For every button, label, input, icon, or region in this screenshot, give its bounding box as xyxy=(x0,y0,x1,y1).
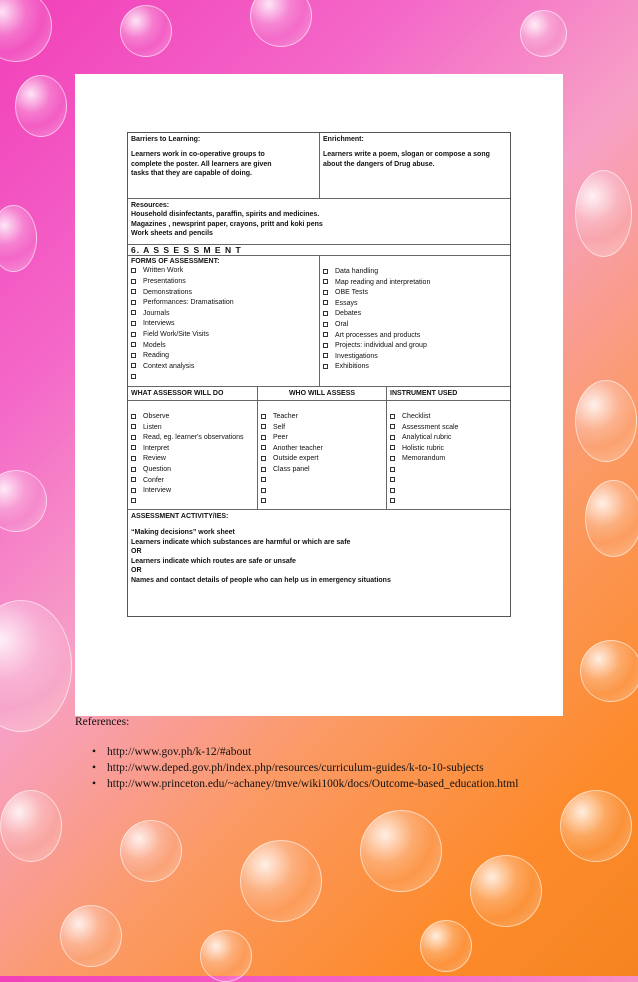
references-label: References: xyxy=(75,716,130,728)
lesson-plan-form xyxy=(127,132,511,617)
reference-link[interactable]: • http://www.princeton.edu/~achaney/tmve/wiki100k/docs/Outcome-based_education.html xyxy=(92,778,518,794)
checkbox[interactable] xyxy=(131,363,136,368)
bubble xyxy=(520,10,567,57)
col3-cell xyxy=(386,401,510,509)
bubble xyxy=(470,855,542,927)
assessor-item: Analytical rubric xyxy=(390,433,507,444)
forms-title: FORMS OF ASSESSMENT: xyxy=(131,258,220,265)
assessor-item: Interview xyxy=(131,486,254,497)
checkbox[interactable] xyxy=(131,456,136,461)
checkbox[interactable] xyxy=(390,424,395,429)
assessor-item: Listen xyxy=(131,423,254,434)
bubble xyxy=(575,170,632,257)
checkbox[interactable] xyxy=(261,424,266,429)
checkbox[interactable] xyxy=(131,289,136,294)
checkbox[interactable] xyxy=(390,477,395,482)
forms-left-list xyxy=(131,266,316,383)
assessor-item: Read, eg. learner's observations xyxy=(131,433,254,444)
assessor-item xyxy=(261,486,383,497)
assessor-item: Observe xyxy=(131,412,254,423)
checkbox[interactable] xyxy=(323,269,328,274)
activity-line: “Making decisions” work sheet xyxy=(131,529,235,537)
assessor-item: Assessment scale xyxy=(390,423,507,434)
activity-line: OR xyxy=(131,567,142,575)
activity-line: Learners indicate which routes are safe or unsafe xyxy=(131,557,296,565)
checkbox[interactable] xyxy=(131,445,136,450)
checkbox[interactable] xyxy=(131,374,136,379)
assessor-item: Holistic rubric xyxy=(390,444,507,455)
assessor-item: Self xyxy=(261,423,383,434)
checkbox[interactable] xyxy=(323,353,328,358)
checkbox[interactable] xyxy=(390,414,395,419)
checkbox[interactable] xyxy=(323,279,328,284)
checkbox[interactable] xyxy=(323,290,328,295)
bubble xyxy=(0,600,72,732)
checkbox[interactable] xyxy=(390,498,395,503)
checkbox[interactable] xyxy=(323,322,328,327)
form-item: Essays xyxy=(323,299,507,310)
assessor-item: Outside expert xyxy=(261,454,383,465)
assessor-table-body xyxy=(128,401,510,510)
checkbox[interactable] xyxy=(131,435,136,440)
col3-title: INSTRUMENT USED xyxy=(386,387,510,400)
bubble xyxy=(0,0,52,62)
checkbox[interactable] xyxy=(131,477,136,482)
col3-list xyxy=(390,412,507,507)
form-item: Presentations xyxy=(131,277,316,288)
checkbox[interactable] xyxy=(131,488,136,493)
assessor-item: Memorandum xyxy=(390,454,507,465)
checkbox[interactable] xyxy=(323,332,328,337)
assessor-item: Checklist xyxy=(390,412,507,423)
checkbox[interactable] xyxy=(261,488,266,493)
bubble xyxy=(0,470,47,532)
enrichment-title: Enrichment: xyxy=(323,136,364,143)
resources-cell xyxy=(128,199,510,244)
activity-cell xyxy=(128,510,510,616)
checkbox[interactable] xyxy=(131,279,136,284)
enrichment-text: Learners write a poem, slogan or compose a song about the dangers of Drug abuse. xyxy=(323,151,490,168)
form-item: Interviews xyxy=(131,319,316,330)
bubble xyxy=(250,0,312,47)
checkbox[interactable] xyxy=(261,445,266,450)
checkbox[interactable] xyxy=(131,342,136,347)
resources-row xyxy=(128,199,510,245)
col2-title: WHO WILL ASSESS xyxy=(257,387,386,400)
checkbox[interactable] xyxy=(323,300,328,305)
form-item: Performances: Dramatisation xyxy=(131,298,316,309)
assessment-heading: 6. A S S E S S M E N T xyxy=(131,245,242,255)
assessment-heading-row xyxy=(128,245,510,256)
checkbox[interactable] xyxy=(390,456,395,461)
activity-line: Learners indicate which substances are harmful or which are safe xyxy=(131,538,351,546)
form-item xyxy=(131,372,316,383)
bubble xyxy=(15,75,67,137)
activity-line: OR xyxy=(131,548,142,556)
form-item: Exhibitions xyxy=(323,362,507,373)
form-item: Projects: individual and group xyxy=(323,341,507,352)
checkbox[interactable] xyxy=(390,445,395,450)
activity-title: ASSESSMENT ACTIVITY/IES: xyxy=(131,513,229,520)
assessor-item xyxy=(390,476,507,487)
assessor-item: Class panel xyxy=(261,465,383,476)
form-item: Map reading and interpretation xyxy=(323,278,507,289)
bubble xyxy=(120,820,182,882)
assessor-item xyxy=(261,497,383,508)
form-item: Debates xyxy=(323,309,507,320)
assessor-item: Question xyxy=(131,465,254,476)
forms-right-cell xyxy=(319,256,510,386)
form-item: Investigations xyxy=(323,352,507,363)
col1-cell xyxy=(128,401,257,509)
bubble xyxy=(575,380,637,462)
checkbox[interactable] xyxy=(323,364,328,369)
assessor-item: Peer xyxy=(261,433,383,444)
bubble xyxy=(560,790,632,862)
checkbox[interactable] xyxy=(261,435,266,440)
form-item: Demonstrations xyxy=(131,288,316,299)
form-item: Context analysis xyxy=(131,362,316,373)
assessor-item xyxy=(390,465,507,476)
checkbox[interactable] xyxy=(390,488,395,493)
references-list xyxy=(92,746,518,794)
form-item: Data handling xyxy=(323,267,507,278)
checkbox[interactable] xyxy=(131,310,136,315)
forms-row xyxy=(128,256,510,387)
bubble xyxy=(120,5,172,57)
form-item: Field Work/Site Visits xyxy=(131,330,316,341)
checkbox[interactable] xyxy=(261,414,266,419)
bubble xyxy=(0,790,62,862)
activity-line: Names and contact details of people who can help us in emergency situations xyxy=(131,576,391,584)
checkbox[interactable] xyxy=(131,467,136,472)
assessor-item xyxy=(390,497,507,508)
assessor-item: Review xyxy=(131,454,254,465)
checkbox[interactable] xyxy=(131,424,136,429)
bubble xyxy=(240,840,322,922)
checkbox[interactable] xyxy=(131,414,136,419)
assessor-item xyxy=(131,497,254,508)
reference-link[interactable]: • http://www.gov.ph/k-12/#about xyxy=(92,746,518,762)
form-item: Art processes and products xyxy=(323,331,507,342)
form-item: Journals xyxy=(131,309,316,320)
checkbox[interactable] xyxy=(390,467,395,472)
col1-list xyxy=(131,412,254,507)
form-item: Oral xyxy=(323,320,507,331)
forms-left-cell xyxy=(128,256,319,386)
assessor-item xyxy=(261,476,383,487)
checkbox[interactable] xyxy=(131,332,136,337)
reference-link[interactable]: • http://www.deped.gov.ph/index.php/resources/curriculum-guides/k-to-10-subjects xyxy=(92,762,518,778)
barriers-enrichment-row xyxy=(128,133,510,199)
bubble xyxy=(200,930,252,982)
checkbox[interactable] xyxy=(131,498,136,503)
resources-line: Work sheets and pencils xyxy=(131,230,213,238)
checkbox[interactable] xyxy=(131,353,136,358)
bubble xyxy=(360,810,442,892)
barriers-title: Barriers to Learning: xyxy=(131,136,201,143)
resources-line: Magazines , newsprint paper, crayons, pritt and koki pens xyxy=(131,220,323,228)
assessor-item xyxy=(390,486,507,497)
form-item: OBE Tests xyxy=(323,288,507,299)
barriers-text: Learners work in co-operative groups to complete the poster. All learners are given tasks that they are capable of doing. xyxy=(131,151,272,178)
bubble xyxy=(60,905,122,967)
checkbox[interactable] xyxy=(261,477,266,482)
checkbox[interactable] xyxy=(261,467,266,472)
checkbox[interactable] xyxy=(323,311,328,316)
resources-title: Resources: xyxy=(131,202,170,209)
col2-list xyxy=(261,412,383,507)
assessor-item: Confer xyxy=(131,476,254,487)
barriers-cell xyxy=(128,133,319,198)
checkbox[interactable] xyxy=(261,498,266,503)
forms-right-list xyxy=(323,267,507,373)
enrichment-cell xyxy=(319,133,510,198)
bubble xyxy=(0,205,37,272)
checkbox[interactable] xyxy=(131,268,136,273)
checkbox[interactable] xyxy=(131,300,136,305)
form-item: Models xyxy=(131,341,316,352)
resources-line: Household disinfectants, paraffin, spirits and medicines. xyxy=(131,211,320,219)
assessor-item: Another teacher xyxy=(261,444,383,455)
assessor-item: Teacher xyxy=(261,412,383,423)
bubble xyxy=(580,640,638,702)
assessor-table-header xyxy=(128,387,510,401)
form-item: Reading xyxy=(131,351,316,362)
activity-row xyxy=(128,510,510,616)
bubble xyxy=(585,480,638,557)
assessor-item: Interpret xyxy=(131,444,254,455)
checkbox[interactable] xyxy=(261,456,266,461)
document-page xyxy=(75,74,563,716)
checkbox[interactable] xyxy=(323,343,328,348)
checkbox[interactable] xyxy=(390,435,395,440)
bubble xyxy=(420,920,472,972)
col2-cell xyxy=(257,401,386,509)
checkbox[interactable] xyxy=(131,321,136,326)
form-item: Written Work xyxy=(131,266,316,277)
col1-title: WHAT ASSESSOR WILL DO xyxy=(131,390,224,397)
